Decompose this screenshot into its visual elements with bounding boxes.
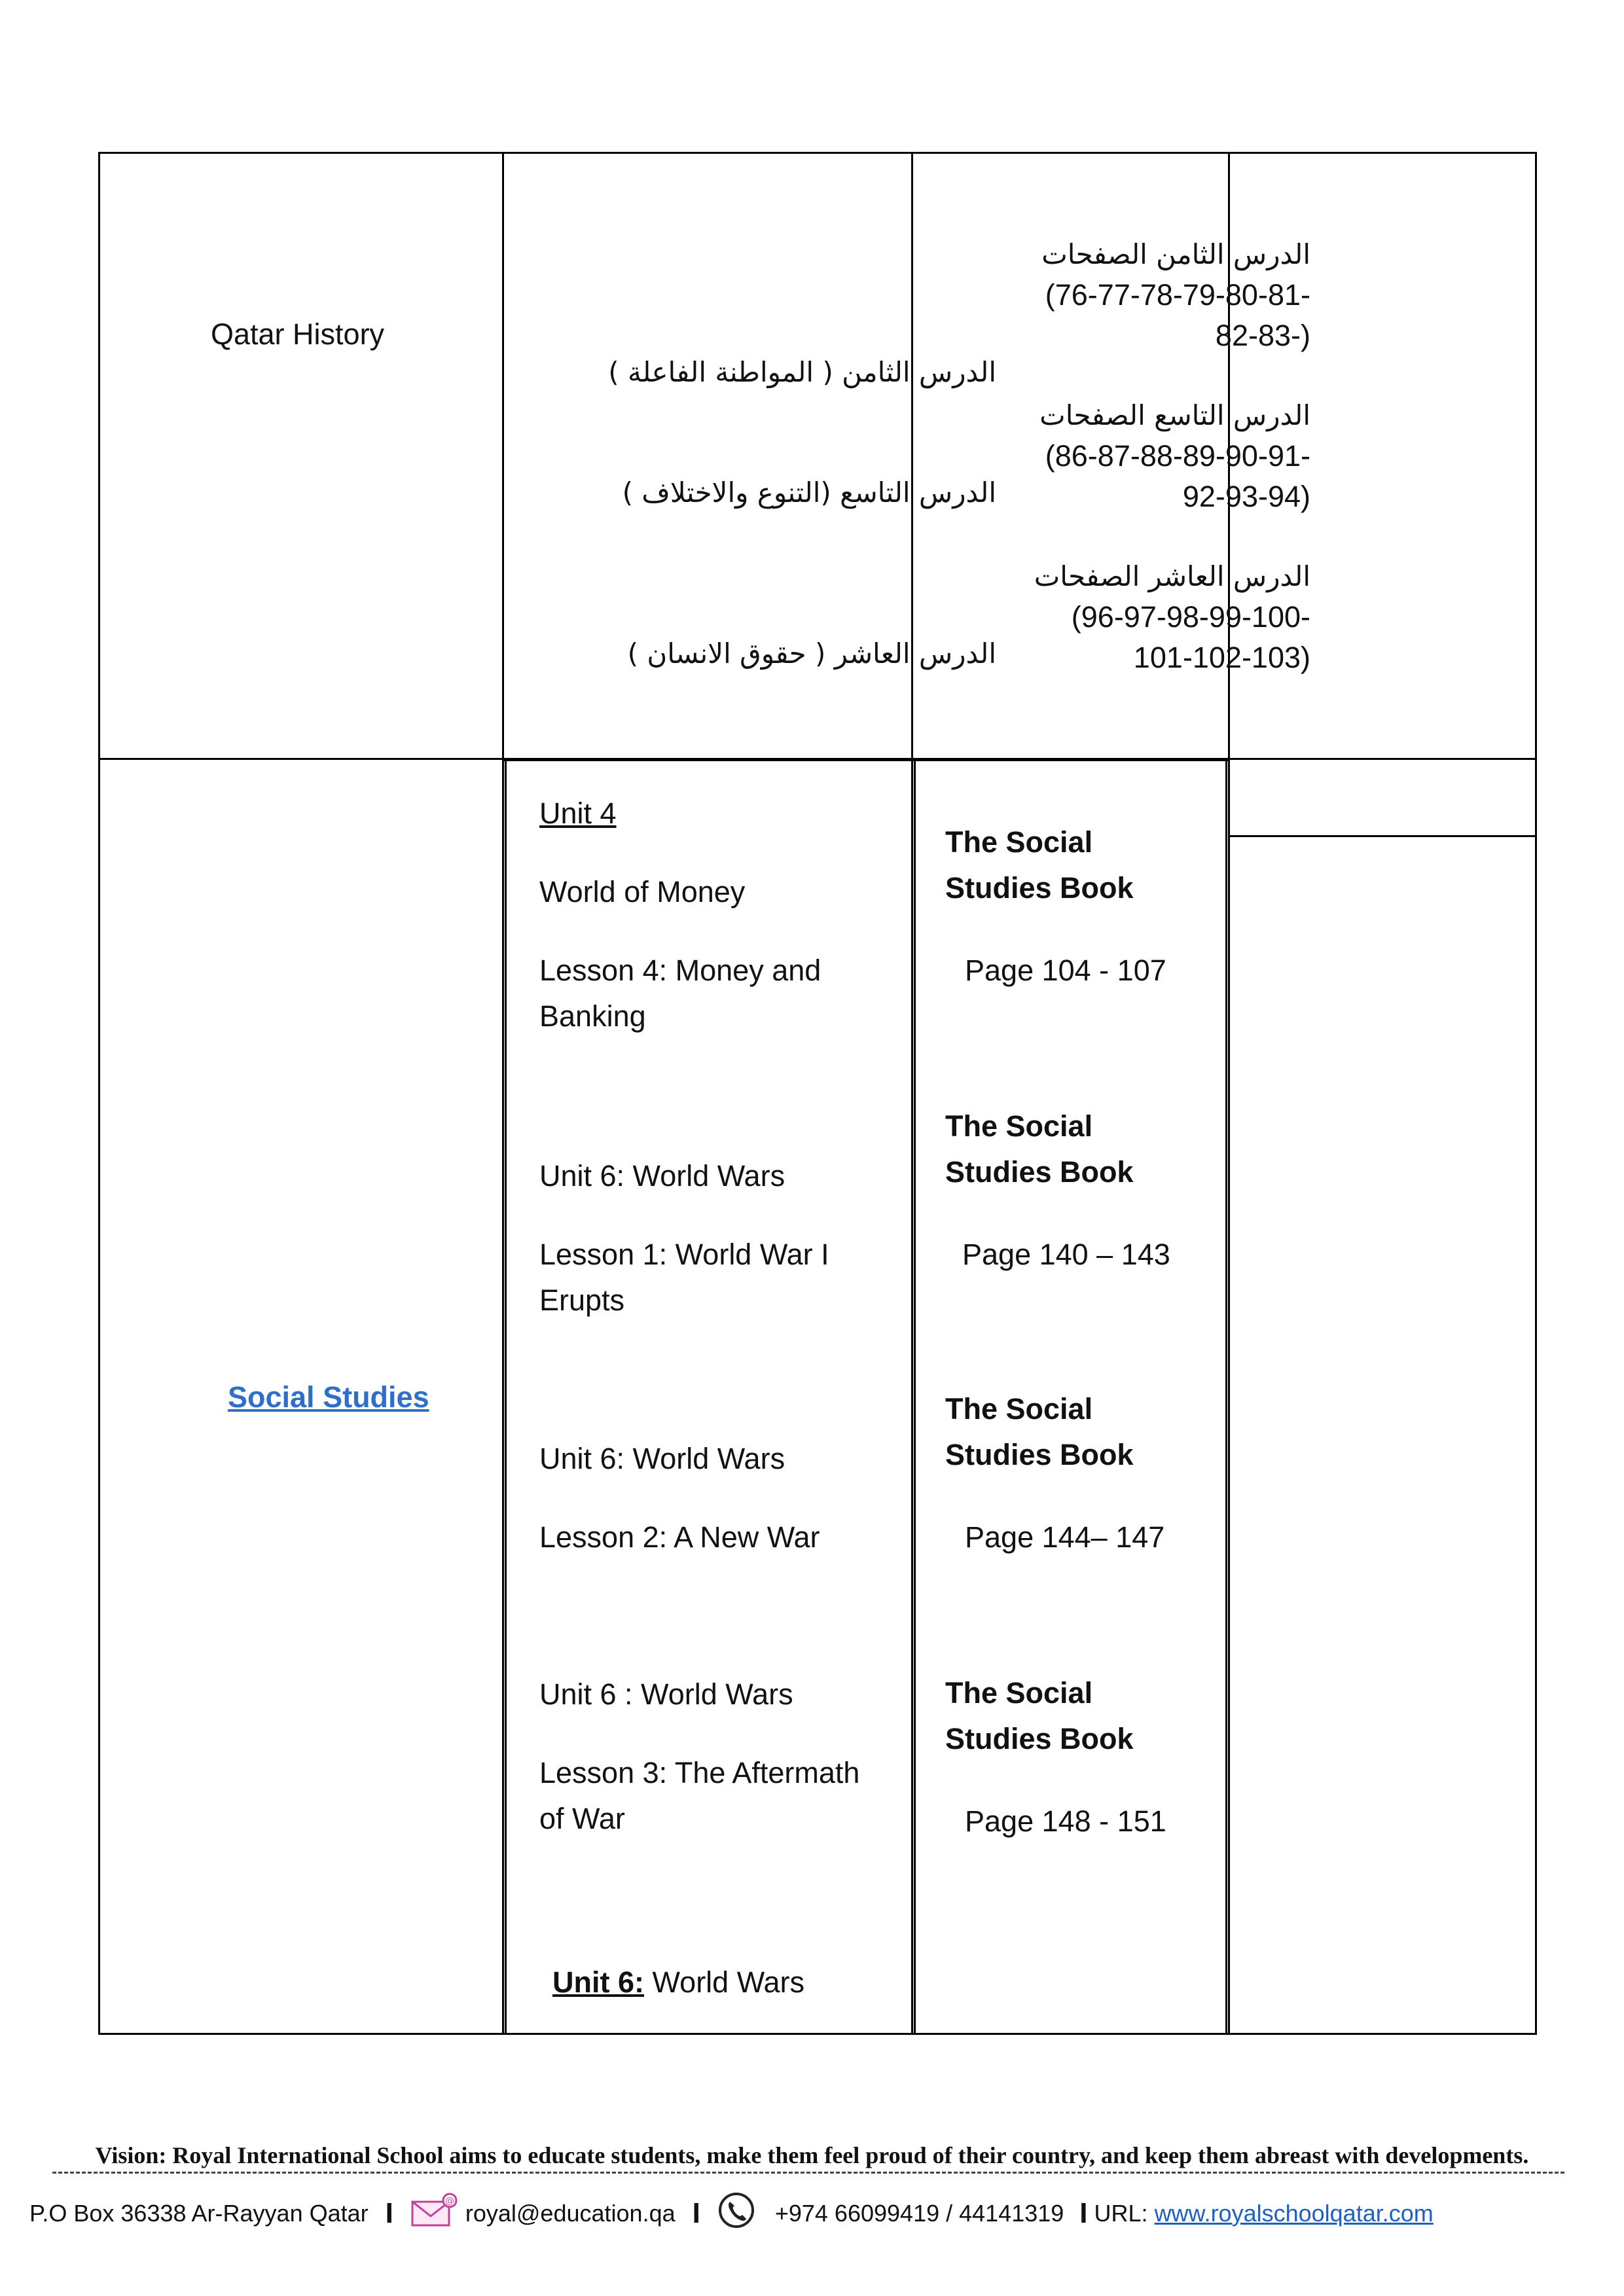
lesson-3-line2: of War xyxy=(539,1802,625,1835)
subject-qatar-history: Qatar History xyxy=(211,317,385,351)
separator: I xyxy=(1079,2197,1088,2229)
book-4-title-line2: Studies Book xyxy=(945,1722,1134,1755)
pages-10-title: الدرس العاشر الصفحات xyxy=(1034,560,1310,592)
unit-6-heading-a: Unit 6: World Wars xyxy=(539,1159,785,1193)
vision-statement: Vision: Royal International School aims to educate students, make them feel proud of their country, and keep them abreast with developments. xyxy=(95,2142,1529,2168)
pages-10-line1: (96-97-98-99-100- xyxy=(1071,600,1310,634)
website-link[interactable]: www.royalschoolqatar.com xyxy=(1154,2199,1434,2227)
phone-icon xyxy=(717,2191,755,2235)
unit-6-heading-last xyxy=(552,1962,804,2003)
pages-9-title: الدرس التاسع الصفحات xyxy=(1039,399,1310,431)
url-label: URL: xyxy=(1094,2199,1148,2227)
book-4-title-line1: The Social xyxy=(945,1676,1093,1710)
separator: I xyxy=(385,2197,393,2229)
lesson-4-line2: Banking xyxy=(539,999,646,1033)
table-divider-1b xyxy=(505,758,507,2035)
footer-dashed-divider xyxy=(52,2172,1564,2174)
email-icon xyxy=(410,2193,459,2234)
pages-8-line1: (76-77-78-79-80-81- xyxy=(1045,278,1310,312)
book-1-title-line1: The Social xyxy=(945,825,1093,859)
unit-6-heading-c: Unit 6 : World Wars xyxy=(539,1677,793,1711)
table-border-top xyxy=(98,152,1537,154)
lesson-1-line1: Lesson 1: World War I xyxy=(539,1238,829,1271)
pages-8-line2: 82-83-) xyxy=(1215,319,1310,352)
last-col-divider xyxy=(1228,835,1537,837)
book-1-pages: Page 104 - 107 xyxy=(965,954,1166,987)
table-divider-3b xyxy=(1225,758,1227,2035)
email-text[interactable]: royal@education.qa xyxy=(465,2199,676,2227)
lesson-3-line1: Lesson 3: The Aftermath xyxy=(539,1756,860,1789)
table-divider-1 xyxy=(502,152,504,2035)
table-divider-2 xyxy=(911,152,913,2035)
unit-6-label: Unit 6: xyxy=(552,1965,644,1999)
table-divider-2b xyxy=(914,758,916,2035)
unit-4-heading: Unit 4 xyxy=(539,797,617,830)
phone-text: +974 66099419 / 44141319 xyxy=(774,2199,1064,2227)
table-border-left xyxy=(98,152,100,2035)
address-text: P.O Box 36338 Ar-Rayyan Qatar xyxy=(29,2199,369,2227)
lesson-9-ar: الدرس التاسع (التنوع والاختلاف ) xyxy=(622,476,996,509)
book-3-pages: Page 144– 147 xyxy=(965,1520,1165,1554)
book-3-title-line2: Studies Book xyxy=(945,1438,1134,1471)
pages-9-line1: (86-87-88-89-90-91- xyxy=(1045,439,1310,473)
svg-text:@: @ xyxy=(444,2196,454,2206)
lesson-4-line1: Lesson 4: Money and xyxy=(539,954,821,987)
curriculum-table xyxy=(98,152,1537,2035)
pages-9-line2: 92-93-94) xyxy=(1182,480,1310,513)
pages-8-title: الدرس الثامن الصفحات xyxy=(1041,238,1310,270)
row-divider-b xyxy=(504,759,1229,761)
pages-10-line2: 101-102-103) xyxy=(1133,641,1310,674)
unit-6-rest: World Wars xyxy=(644,1965,805,1999)
lesson-2-line1: Lesson 2: A New War xyxy=(539,1520,820,1554)
separator: I xyxy=(692,2197,700,2229)
book-3-title-line1: The Social xyxy=(945,1392,1093,1426)
book-2-title-line2: Studies Book xyxy=(945,1155,1134,1189)
book-1-title-line2: Studies Book xyxy=(945,871,1134,905)
table-border-bottom xyxy=(98,2033,1537,2035)
contact-bar xyxy=(29,2191,1434,2235)
unit-4-title: World of Money xyxy=(539,875,746,908)
lesson-8-ar: الدرس الثامن ( المواطنة الفاعلة ) xyxy=(608,356,996,388)
unit-6-heading-b: Unit 6: World Wars xyxy=(539,1442,785,1475)
subject-social-studies-link[interactable]: Social Studies xyxy=(228,1380,429,1414)
lesson-10-ar: الدرس العاشر ( حقوق الانسان ) xyxy=(627,637,996,670)
book-2-pages: Page 140 – 143 xyxy=(962,1238,1170,1271)
table-border-right xyxy=(1535,152,1537,2035)
book-2-title-line1: The Social xyxy=(945,1109,1093,1143)
lesson-1-line2: Erupts xyxy=(539,1283,625,1317)
book-4-pages: Page 148 - 151 xyxy=(965,1804,1166,1838)
